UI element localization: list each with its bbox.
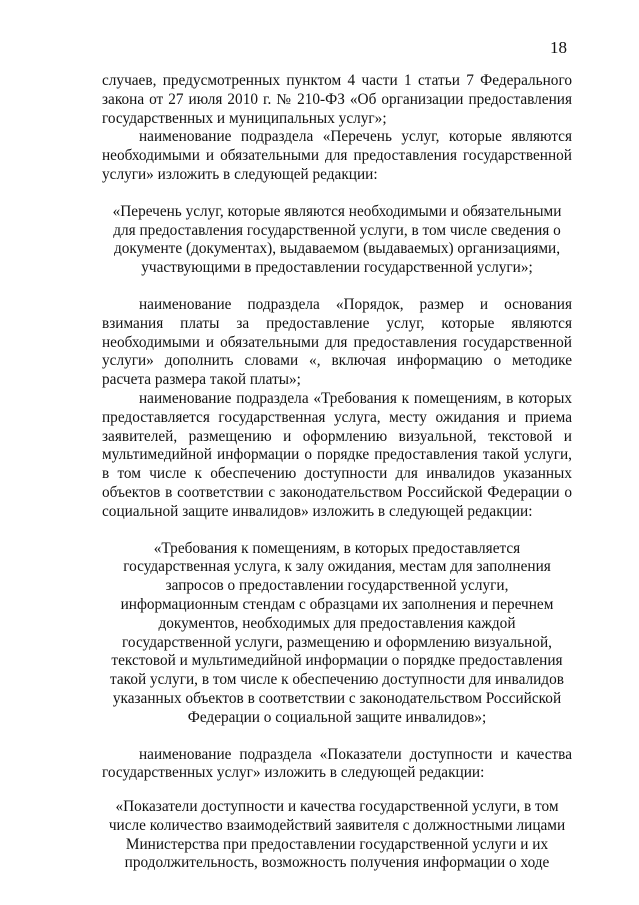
quote-services-list: «Перечень услуг, которые являются необходимыми и обязательными для предоставления государственной услуги, в том числе сведения о документе (документах), выдаваемом (выдаваемых) организациями, участвующими в предоставлении государственной услуги»;	[112, 202, 562, 277]
quote-accessibility-indicators: «Показатели доступности и качества государственной услуги, в том числе количество взаимодействий заявителя с должностными лицами Министерства при предоставлении государственной услуги и их продолжительность, возможность получения информации о ходе	[108, 798, 566, 872]
paragraph-continuation: случаев, предусмотренных пунктом 4 части 1 статьи 7 Федерального закона от 27 июля 2010 г. № 210-ФЗ «Об организации предоставления государственных и муниципальных услуг»;	[102, 72, 572, 127]
paragraph-premises-requirements: наименование подраздела «Требования к помещениям, в которых предоставляется государственная услуга, месту ожидания и приема заявителей, размещению и оформлению визуальной, текстовой и мультимедийной информации о порядке предоставления такой услуги, в том числе к обеспечению доступности для инвалидов указанных объектов в соответствии с законодательством Российской Федерации о социальной защите инвалидов» изложить в следующей редакции:	[102, 389, 572, 520]
page-number: 18	[550, 38, 567, 57]
paragraph-fee-procedure: наименование подраздела «Порядок, размер и основания взимания платы за предоставление услуг, которые являются необходимыми и обязательными для предоставления государственной услуги» дополнить словами «, включая информацию о методике расчета размера такой платы»;	[102, 295, 572, 389]
document-body	[102, 72, 572, 873]
paragraph-services-list-heading: наименование подраздела «Перечень услуг, которые являются необходимыми и обязательными для предоставления государственной услуги» изложить в следующей редакции:	[102, 128, 572, 183]
quote-premises-requirements: «Требования к помещениям, в которых предоставляется государственная услуга, к залу ожидания, местам для заполнения запросов о предоставлении государственной услуги, информационным стендам с образцами их заполнения и перечнем документов, необходимых для предоставления каждой государственной услуги, размещению и оформлению визуальной, текстовой и мультимедийной информации о порядке предоставления такой услуги, в том числе к обеспечению доступности для инвалидов указанных объектов в соответствии с законодательством Российской Федерации о социальной защите инвалидов»;	[110, 539, 564, 726]
paragraph-accessibility-indicators: наименование подраздела «Показатели доступности и качества государственных услуг» изложить в следующей редакции:	[102, 745, 572, 782]
